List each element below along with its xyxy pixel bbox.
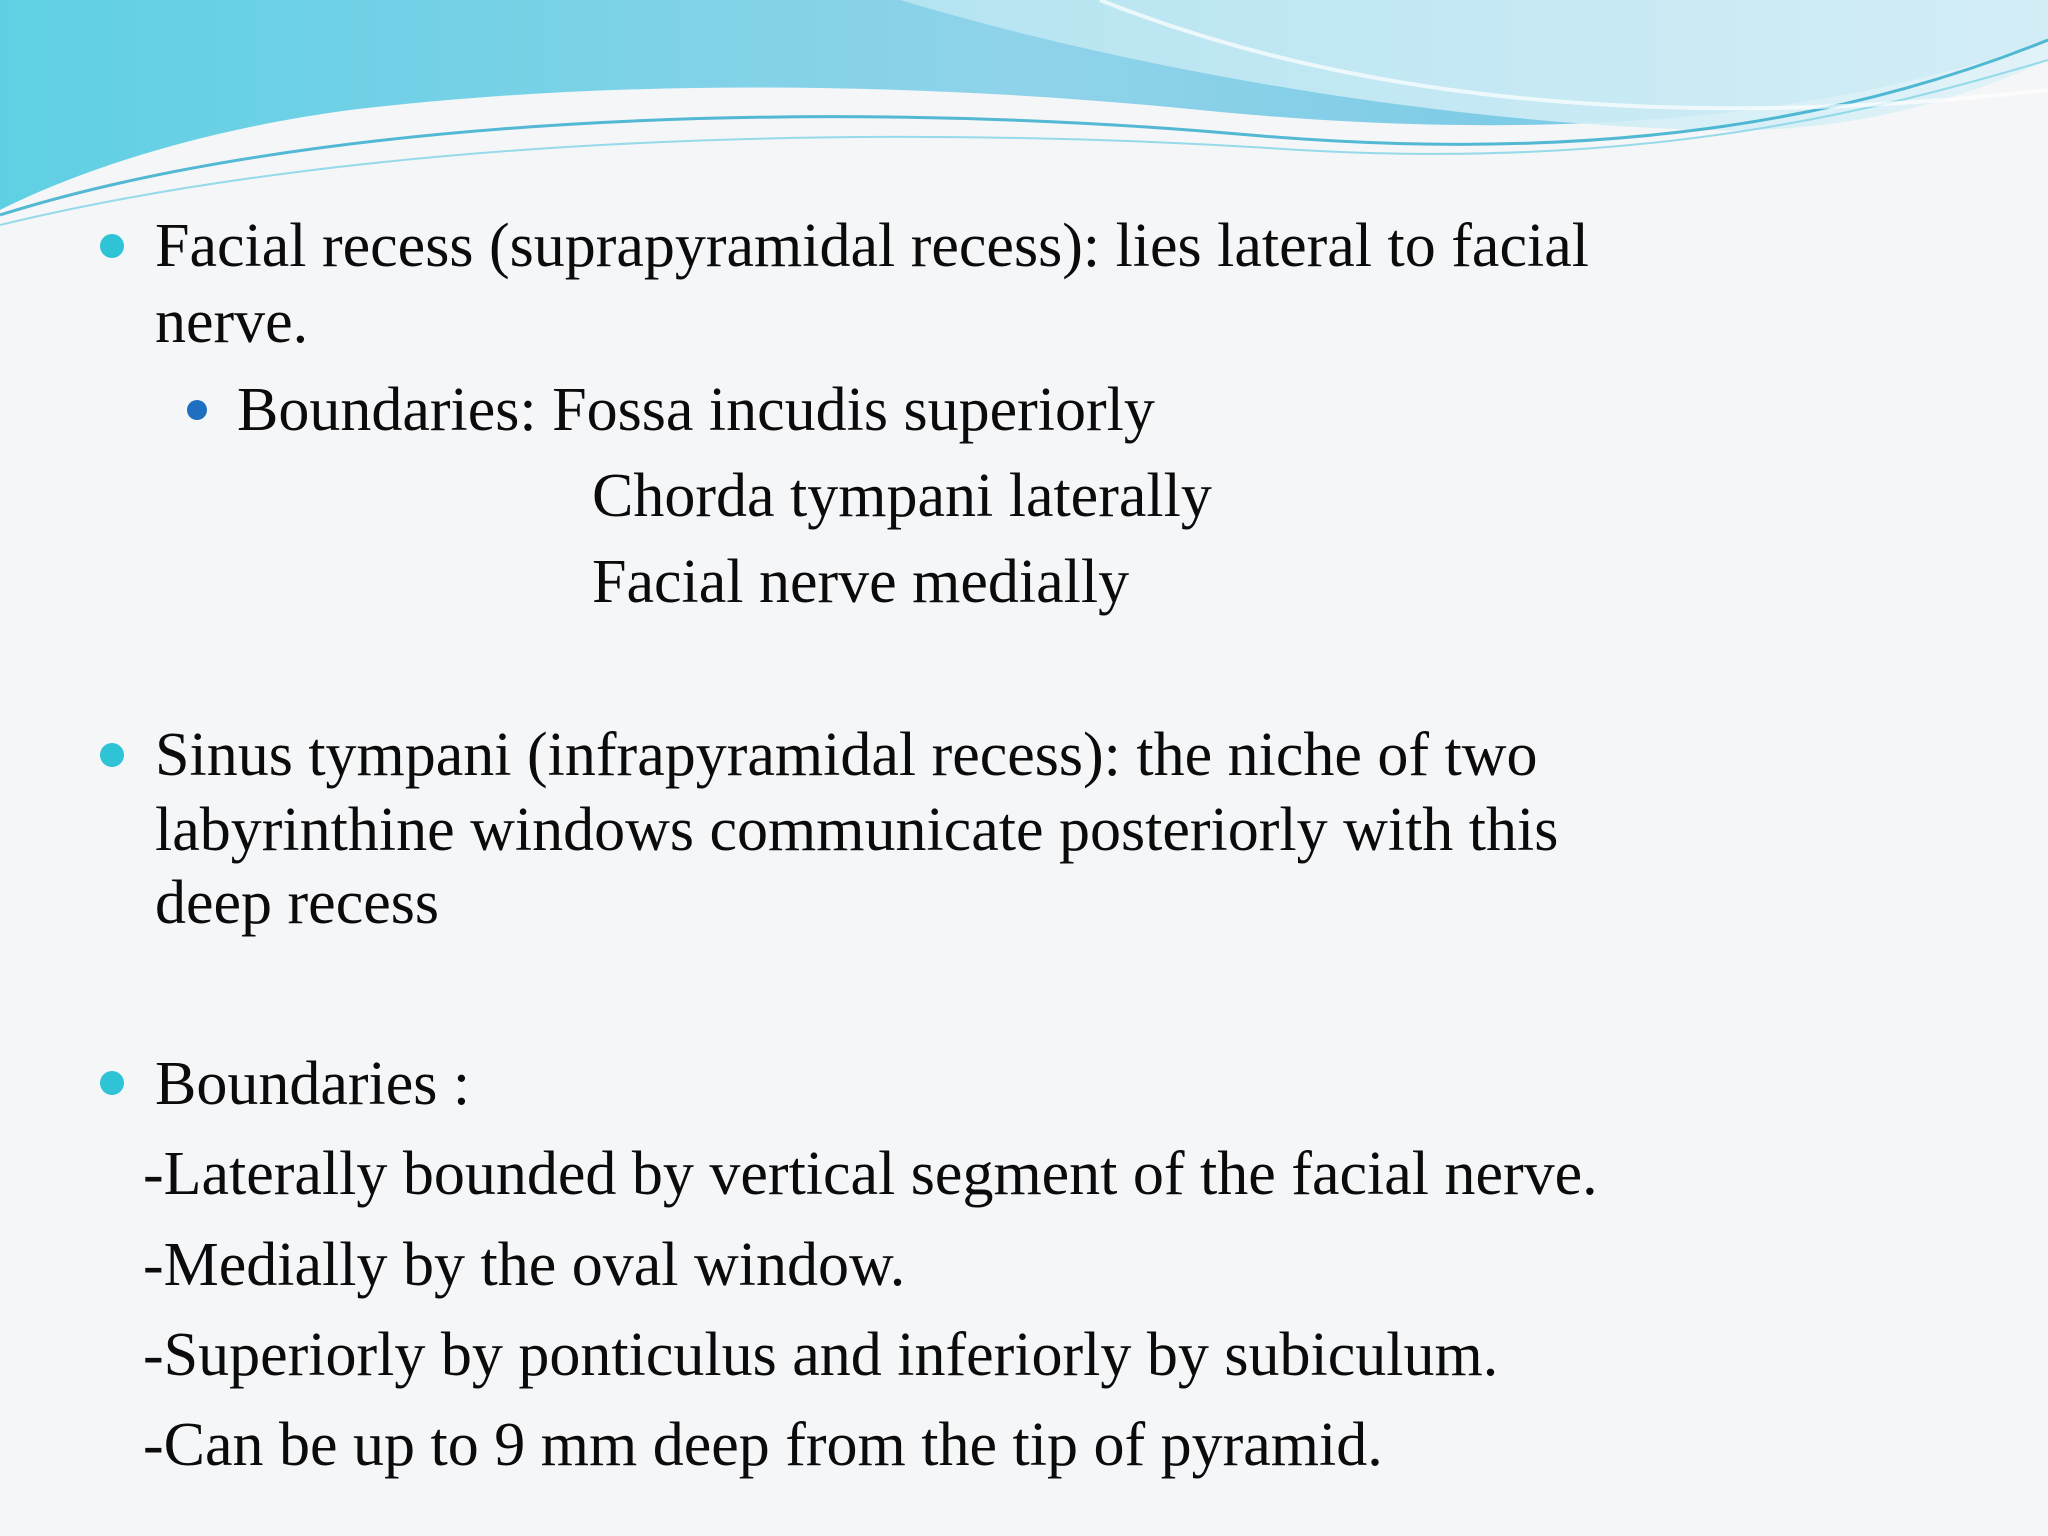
boundaries-item-medial: -Medially by the oval window. bbox=[143, 1231, 906, 1299]
bullet-icon bbox=[100, 234, 124, 258]
facial-recess-line-2: nerve. bbox=[155, 288, 309, 356]
sinus-tympani-line-3: deep recess bbox=[155, 869, 439, 937]
boundaries-heading: Boundaries : bbox=[155, 1050, 471, 1118]
bullet-icon bbox=[100, 743, 124, 767]
sinus-tympani-line-1: Sinus tympani (infrapyramidal recess): the niche of two bbox=[155, 721, 1538, 789]
facial-recess-boundary-chorda: Chorda tympani laterally bbox=[592, 462, 1212, 530]
bullet-icon bbox=[100, 1071, 124, 1095]
sinus-tympani-line-2: labyrinthine windows communicate posteriorly with this bbox=[155, 796, 1559, 864]
boundaries-item-lateral: -Laterally bounded by vertical segment of the facial nerve. bbox=[143, 1140, 1598, 1208]
facial-recess-boundaries-line: Boundaries: Fossa incudis superiorly bbox=[237, 376, 1155, 444]
sub-bullet-icon bbox=[187, 400, 207, 420]
boundaries-item-superior-inferior: -Superiorly by ponticulus and inferiorly by subiculum. bbox=[143, 1321, 1499, 1389]
boundaries-item-depth: -Can be up to 9 mm deep from the tip of pyramid. bbox=[143, 1411, 1383, 1479]
facial-recess-line-1: Facial recess (suprapyramidal recess): lies lateral to facial bbox=[155, 212, 1589, 280]
facial-recess-boundary-facial-nerve: Facial nerve medially bbox=[592, 548, 1130, 616]
